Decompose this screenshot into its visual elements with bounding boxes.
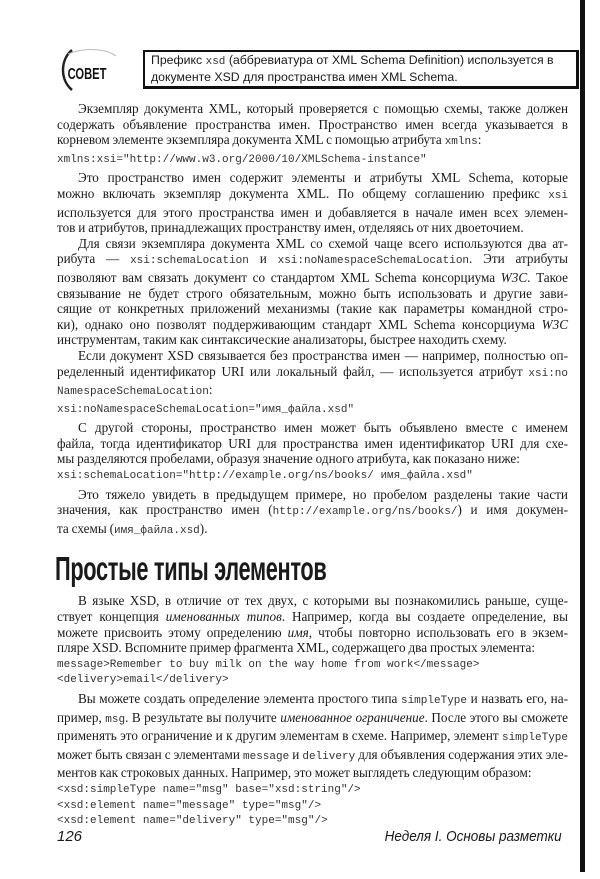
emphasis: W3C xyxy=(500,269,528,285)
code-line: <xsd:element name="delivery" type="msg"/> xyxy=(57,815,328,828)
text-line xyxy=(57,451,568,467)
text-segment: Вы можете создать определение элемента простого типа xyxy=(78,691,401,706)
code-line: xsi:schemaLocation="http://example.org/ns/books/ имя_файла.xsd" xyxy=(57,470,473,483)
inline-code: simpleType xyxy=(501,732,568,745)
inline-code: delivery xyxy=(302,750,356,763)
text-line xyxy=(57,170,568,186)
text-line xyxy=(57,132,568,151)
text-line xyxy=(57,286,568,302)
text-segment: , чтобы повторно использовать его в экзем- xyxy=(308,624,568,640)
inline-code: message xyxy=(243,750,290,763)
code-line: message>Remember to buy milk on the way home from work</message> xyxy=(57,658,480,671)
text-segment: ствует концепция xyxy=(57,609,166,625)
code-block xyxy=(57,403,568,419)
text-segment: файла, тогда идентификатор URI для пространства имен идентификатор URI для схе- xyxy=(57,435,568,451)
code-line: xsi:noNamespaceSchemaLocation="имя_файла.xsd" xyxy=(57,403,355,416)
inline-code: xsi:noNamespaceSchemaLocation xyxy=(277,255,470,268)
inline-code: NamespaceSchemaLocation xyxy=(57,386,209,399)
paragraph xyxy=(57,348,568,401)
text-line xyxy=(57,270,568,286)
text-segment: связывание не будет строго обязательным, можно быть использовать и другие зави- xyxy=(57,285,568,301)
text-segment: Это пространство имен содержит элементы и атрибуты XML Schema, которые xyxy=(78,170,568,186)
inline-code: имя_файла.xsd xyxy=(113,524,200,537)
emphasis: имя xyxy=(287,624,309,640)
code-line: <xsd:element name="message" type="msg"/> xyxy=(57,799,322,812)
text-segment: позволяют вам связать документ со стандартом XML Schema консорциума xyxy=(57,269,501,285)
text-segment: Если документ XSD связывается без пространства имен — например, полностью оп- xyxy=(78,347,568,363)
paragraph xyxy=(57,420,568,467)
code-line: <xsd:simpleType name="msg" base="xsd:string"/> xyxy=(57,783,361,796)
paragraph xyxy=(57,487,568,540)
text-line xyxy=(57,117,568,133)
text-segment: тов и атрибутов, принадлежащих пространству имен, отделяясь от них двоеточием. xyxy=(57,220,524,236)
tip-icon xyxy=(58,46,118,94)
text-line xyxy=(57,710,568,729)
text-line xyxy=(57,487,568,503)
text-line xyxy=(57,436,568,452)
section-heading: Простые типы элементов xyxy=(55,550,327,588)
text-segment: ки), однако оно позволят поддерживающим стандарт XML Schema консорциума xyxy=(57,316,542,332)
inline-code: xsi:schemaLocation xyxy=(130,255,249,268)
text-segment: инструментам, таким как синтаксические анализаторы, быстрее находить схему. xyxy=(57,332,507,348)
text-line xyxy=(57,348,568,364)
tip-text-line1 xyxy=(151,53,570,70)
emphasis: именованное ограничение xyxy=(280,709,425,725)
running-footer-title: Неделя I. Основы разметки xyxy=(385,828,562,845)
text-segment: для объявления содержания этих эле- xyxy=(355,746,569,762)
text-segment: : xyxy=(477,132,482,148)
text-line xyxy=(57,609,568,625)
text-line xyxy=(57,301,568,317)
code-block xyxy=(57,469,568,485)
paragraph xyxy=(57,101,568,151)
text-segment: и назвать его, на- xyxy=(467,691,568,706)
text-segment: сящие от конкретных приложений механизмы (такие как параметры командной стро- xyxy=(57,301,568,317)
inline-code: msg xyxy=(105,713,126,726)
emphasis: W3C xyxy=(541,316,568,332)
text-segment: Экземпляр документа XML, который проверяется с помощью схемы, также должен xyxy=(78,101,568,116)
text-segment: ). xyxy=(199,520,208,536)
text-segment: может быть связан с элементами xyxy=(57,746,243,762)
text-line xyxy=(57,251,568,270)
text-line xyxy=(57,236,568,252)
text-segment: : xyxy=(208,382,213,398)
page-body xyxy=(57,101,568,832)
inline-code: xsi:no xyxy=(528,367,568,380)
text-line xyxy=(57,332,568,348)
text-segment: можно включать экземпляр документа XML. По общему соглашению префикс xyxy=(57,185,549,201)
tip-text: Префикс xyxy=(151,53,206,67)
text-segment: . Например, когда вы создаете определение, вы xyxy=(281,609,568,625)
text-segment: мы разделяются пробелами, образуя значение одного атрибута, как показано ниже: xyxy=(57,451,520,467)
text-segment: . Такое xyxy=(527,269,568,285)
page-edge-bar xyxy=(580,0,585,872)
code-line: <delivery>email</delivery> xyxy=(57,674,229,687)
tip-code: xsd xyxy=(205,56,226,68)
tip-icon-label: СОВЕТ xyxy=(67,65,107,83)
text-segment: пляре XSD. Вспомните пример фрагмента XML, содержащего два простых элемента: xyxy=(57,640,536,656)
text-line xyxy=(57,521,568,540)
text-segment: ментов как строковых данных. Например, это может выглядеть следующим образом: xyxy=(57,765,532,781)
text-line xyxy=(57,625,568,641)
inline-code: xsi xyxy=(548,189,568,202)
text-segment: . В результате вы получите xyxy=(125,709,281,725)
text-line xyxy=(57,186,568,205)
text-segment: используется для этого пространства имен и добавляется в начале имен всех элемен- xyxy=(57,204,568,220)
text-line xyxy=(57,101,568,117)
code-block xyxy=(57,658,568,689)
text-line xyxy=(57,502,568,521)
text-segment: можете присвоить этому определению xyxy=(57,624,288,640)
text-segment: ) и имя докумен- xyxy=(457,502,568,518)
text-segment: рибута — xyxy=(57,251,131,267)
text-line xyxy=(57,382,568,401)
tip-box xyxy=(143,50,579,89)
code-block xyxy=(57,783,568,830)
text-segment: корневом элементе экземпляра документа XML с помощью атрибута xyxy=(57,132,445,148)
text-segment: значения, как пространство имен ( xyxy=(57,502,273,518)
text-line xyxy=(57,205,568,221)
tip-text: (аббревиатура от XML Schema Definition) используется в xyxy=(225,53,554,67)
text-line xyxy=(57,765,568,781)
paragraph xyxy=(57,170,568,235)
text-line xyxy=(57,593,568,609)
text-line xyxy=(57,747,568,766)
paragraph xyxy=(57,691,568,781)
inline-code: xmlns xyxy=(444,136,478,149)
text-segment: Для связи экземпляра документа XML со схемой чаще всего используются два ат- xyxy=(78,235,568,251)
text-line xyxy=(57,220,568,236)
tip-text-line2: документе XSD для пространства имен XML Schema. xyxy=(151,70,458,84)
text-line xyxy=(57,691,568,710)
text-line xyxy=(57,420,568,436)
text-segment: В языке XSD, в отличие от тех двух, с которыми вы познакомились раньше, суще- xyxy=(78,593,568,609)
text-segment: пример, xyxy=(57,709,106,725)
text-segment: С другой стороны, пространство имен может быть объявлено вместе с именем xyxy=(78,420,568,436)
text-line xyxy=(57,317,568,333)
text-line xyxy=(57,640,568,656)
code-block xyxy=(57,153,568,169)
text-segment: . После этого вы сможете xyxy=(424,709,568,725)
inline-code: http://example.org/ns/books/ xyxy=(272,506,458,519)
page-number: 126 xyxy=(57,828,83,845)
inline-code: simpleType xyxy=(400,695,467,707)
paragraph xyxy=(57,593,568,655)
text-segment: и xyxy=(289,746,303,762)
text-segment: ределенный идентификатор URI или локальный файл, — используется атрибут xyxy=(57,363,529,379)
text-line xyxy=(57,728,568,747)
text-segment: . Эти атрибуты xyxy=(469,251,568,267)
text-segment: применять это ограничение и к другим элементам в схеме. Например, элемент xyxy=(57,728,502,744)
paragraph xyxy=(57,236,568,348)
text-segment: та схемы ( xyxy=(57,520,114,536)
text-line xyxy=(57,364,568,383)
emphasis: именованных типов xyxy=(165,609,282,625)
code-line: xmlns:xsi="http://www.w3.org/2000/10/XMLSchema-instance" xyxy=(57,153,427,166)
text-segment: Это тяжело увидеть в предыдущем примере, но пробелом разделены такие части xyxy=(78,486,568,502)
text-segment: содержать объявление пространства имен. Пространство имен всегда указывается в xyxy=(57,116,568,132)
text-segment: и xyxy=(248,251,278,267)
